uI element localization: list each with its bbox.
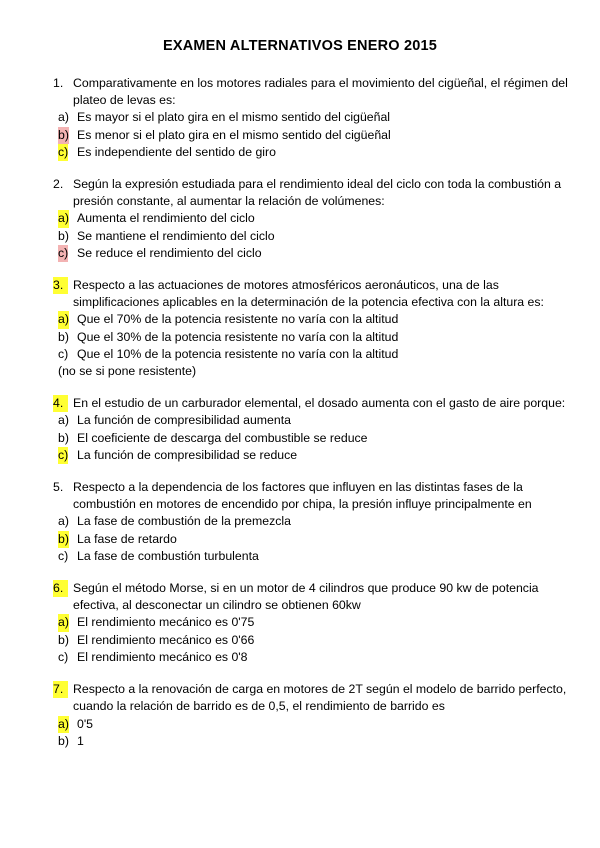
option-text: El rendimiento mecánico es 0'8	[77, 649, 248, 664]
option-letter: a)	[58, 413, 69, 428]
question-number: 5.	[53, 480, 64, 495]
question-5	[53, 479, 573, 565]
option-a	[58, 614, 573, 631]
question-7	[53, 681, 573, 750]
option-text: La fase de retardo	[77, 531, 177, 546]
option-text: El rendimiento mecánico es 0'75	[77, 615, 255, 630]
option-b	[58, 531, 573, 548]
option-letter: a)	[58, 514, 69, 529]
option-letter: a)	[58, 210, 69, 227]
option-letter: c)	[58, 447, 68, 464]
option-letter: b)	[58, 329, 69, 344]
option-b	[58, 127, 573, 144]
question-4	[53, 395, 573, 464]
option-text: La función de compresibilidad aumenta	[77, 413, 291, 428]
option-a	[58, 311, 573, 328]
option-text: Que el 30% de la potencia resistente no varía con la altitud	[77, 329, 399, 344]
exam-title: EXAMEN ALTERNATIVOS ENERO 2015	[162, 38, 438, 54]
question-number: 2.	[53, 177, 64, 192]
option-letter: b)	[58, 733, 69, 748]
option-text: Es menor si el plato gira en el mismo sentido del cigüeñal	[77, 127, 391, 142]
question-text: Respecto a las actuaciones de motores atmosféricos aeronáuticos, una de las simplificaciones aplicables en la determinación de la potencia efectiva con la altura es:	[73, 278, 544, 310]
question-2	[53, 176, 573, 262]
option-letter: b)	[58, 430, 69, 445]
question-number: 4.	[53, 395, 68, 412]
question-text: Respecto a la renovación de carga en motores de 2T según el modelo de barrido perfecto, cuando la relación de barrido es de 0,5, el rendimiento de barrido es	[73, 682, 567, 714]
question-text: Según el método Morse, si en un motor de 4 cilindros que produce 90 kw de potencia efectiva, al desconectar un cilindro se obtienen 60kw	[73, 581, 539, 613]
question-6	[53, 580, 573, 666]
option-letter: c)	[58, 144, 68, 161]
question-number: 1.	[53, 76, 64, 90]
option-letter: b)	[58, 632, 69, 647]
option-letter: c)	[58, 649, 69, 664]
option-text: Que el 70% de la potencia resistente no varía con la altitud	[77, 312, 399, 327]
option-text: Es independiente del sentido de giro	[77, 144, 276, 159]
option-text: El rendimiento mecánico es 0'66	[77, 632, 255, 647]
option-letter: a)	[58, 716, 69, 733]
option-b	[58, 632, 573, 649]
option-c	[58, 649, 573, 666]
option-c	[58, 346, 573, 363]
option-a	[58, 210, 573, 227]
option-c	[58, 548, 573, 565]
option-letter: b)	[58, 127, 69, 144]
option-text: Que el 10% de la potencia resistente no varía con la altitud	[77, 346, 399, 361]
question-number: 3.	[53, 277, 68, 294]
option-text: Aumenta el rendimiento del ciclo	[77, 211, 255, 226]
option-text: Es mayor si el plato gira en el mismo sentido del cigüeñal	[77, 110, 391, 125]
option-letter: b)	[58, 531, 69, 548]
option-b	[58, 228, 573, 245]
question-number: 6.	[53, 580, 68, 597]
option-a	[58, 109, 573, 126]
option-text: 1	[77, 733, 84, 748]
option-letter: a)	[58, 110, 69, 125]
question-text: Comparativamente en los motores radiales para el movimiento del cigüeñal, el régimen del plateo de levas es:	[73, 76, 568, 108]
question-note: (no se si pone resistente)	[58, 364, 197, 379]
option-text: La función de compresibilidad se reduce	[77, 447, 298, 462]
question-text: Según la expresión estudiada para el rendimiento ideal del ciclo con toda la combustión a presión constante, al aumentar la relación de volúmenes:	[73, 177, 562, 209]
option-text: La fase de combustión turbulenta	[77, 548, 259, 563]
option-c	[58, 144, 573, 161]
option-text: 0'5	[77, 716, 94, 731]
option-letter: b)	[58, 228, 69, 243]
option-a	[58, 513, 573, 530]
option-letter: c)	[58, 346, 69, 361]
option-letter: c)	[58, 548, 69, 563]
option-b	[58, 329, 573, 346]
option-letter: a)	[58, 311, 69, 328]
question-text: En el estudio de un carburador elemental, el dosado aumenta con el gasto de aire porque:	[73, 396, 566, 411]
question-text: Respecto a la dependencia de los factores que influyen en las distintas fases de la combustión en motores de encendido por chipa, la presión influye principalmente en	[73, 480, 532, 512]
question-3	[53, 277, 573, 380]
option-c	[58, 245, 573, 262]
option-letter: c)	[58, 245, 68, 262]
option-text: El coeficiente de descarga del combustible se reduce	[77, 430, 368, 445]
question-1	[53, 75, 573, 161]
option-text: La fase de combustión de la premezcla	[77, 514, 291, 529]
option-b	[58, 430, 573, 447]
question-list	[53, 75, 573, 765]
option-a	[58, 716, 573, 733]
option-letter: a)	[58, 614, 69, 631]
option-b	[58, 733, 573, 750]
option-text: Se reduce el rendimiento del ciclo	[77, 245, 262, 260]
option-text: Se mantiene el rendimiento del ciclo	[77, 228, 275, 243]
option-c	[58, 447, 573, 464]
option-a	[58, 412, 573, 429]
question-number: 7.	[53, 681, 68, 698]
